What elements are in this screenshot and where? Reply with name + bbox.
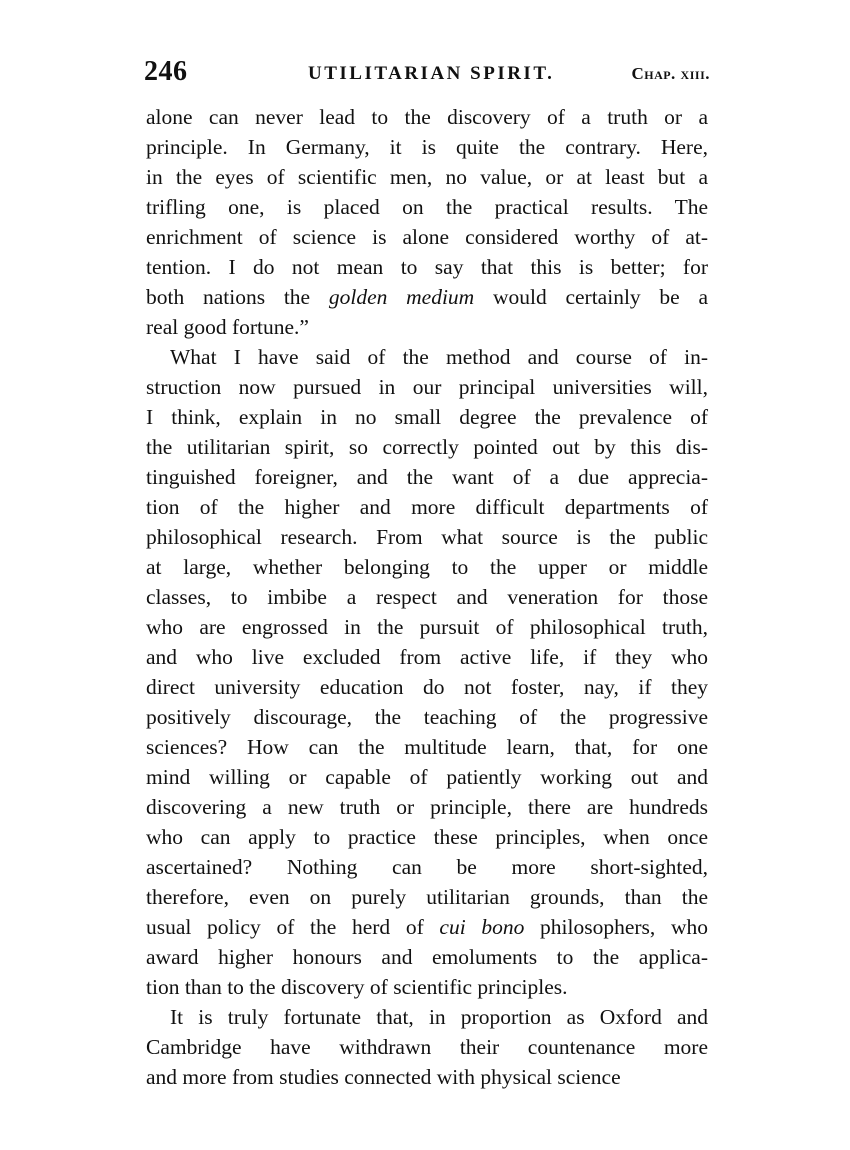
page-header [144, 56, 710, 90]
text-line: What I have said of the method and course of in- [170, 345, 708, 369]
text-line: It is truly fortunate that, in proportion as Oxford and [170, 1005, 708, 1029]
text-line: positively discourage, the teaching of the progressive [146, 705, 708, 729]
italic-phrase: golden medium [328, 285, 475, 309]
text-run: philosophers, who [524, 915, 708, 939]
text-run: would certainly be a [474, 285, 708, 309]
text-line: tion of the higher and more difficult departments of [146, 495, 708, 519]
text-line: discovering a new truth or principle, there are hundreds [146, 795, 708, 819]
text-line [146, 282, 708, 312]
text-line: trifling one, is placed on the practical results. The [146, 195, 708, 219]
text-line: tention. I do not mean to say that this is better; for [146, 255, 708, 279]
text-line: mind willing or capable of patiently working out and [146, 765, 708, 789]
text-line: philosophical research. From what source is the public [146, 525, 708, 549]
paragraph [146, 342, 708, 1002]
text-line: the utilitarian spirit, so correctly pointed out by this dis- [146, 435, 708, 459]
text-line: enrichment of science is alone considered worthy of at- [146, 225, 708, 249]
text-line: tion than to the discovery of scientific principles. [146, 975, 568, 999]
text-line: therefore, even on purely utilitarian grounds, than the [146, 885, 708, 909]
text-line: and more from studies connected with physical science [146, 1065, 621, 1089]
text-run: usual policy of the herd of [146, 915, 440, 939]
text-line: alone can never lead to the discovery of a truth or a [146, 105, 708, 129]
text-line: I think, explain in no small degree the prevalence of [146, 405, 708, 429]
text-line: real good fortune.” [146, 315, 309, 339]
text-line: in the eyes of scientific men, no value, or at least but a [146, 165, 708, 189]
text-line: principle. In Germany, it is quite the contrary. Here, [146, 135, 708, 159]
text-line: Cambridge have withdrawn their countenance more [146, 1035, 708, 1059]
text-line: who are engrossed in the pursuit of philosophical truth, [146, 615, 708, 639]
paragraph [146, 102, 708, 342]
text-line: and who live excluded from active life, if they who [146, 645, 708, 669]
text-line: at large, whether belonging to the upper or middle [146, 555, 708, 579]
text-line: tinguished foreigner, and the want of a due apprecia- [146, 465, 708, 489]
text-line: ascertained? Nothing can be more short-sighted, [146, 855, 708, 879]
text-line: struction now pursued in our principal universities will, [146, 375, 708, 399]
text-line: sciences? How can the multitude learn, that, for one [146, 735, 708, 759]
italic-phrase: cui bono [439, 915, 525, 939]
chapter-reference: Chap. xiii. [631, 64, 710, 83]
text-line: award higher honours and emoluments to the applica- [146, 945, 708, 969]
text-line: who can apply to practice these principles, when once [146, 825, 708, 849]
text-line: classes, to imbibe a respect and veneration for those [146, 585, 708, 609]
page-number: 246 [144, 56, 188, 87]
text-line: direct university education do not foster, nay, if they [146, 675, 708, 699]
paragraph [146, 1002, 708, 1092]
text-line [146, 912, 708, 942]
text-run: both nations the [146, 285, 329, 309]
body-text [146, 102, 708, 1092]
running-title: UTILITARIAN SPIRIT. [308, 63, 555, 84]
